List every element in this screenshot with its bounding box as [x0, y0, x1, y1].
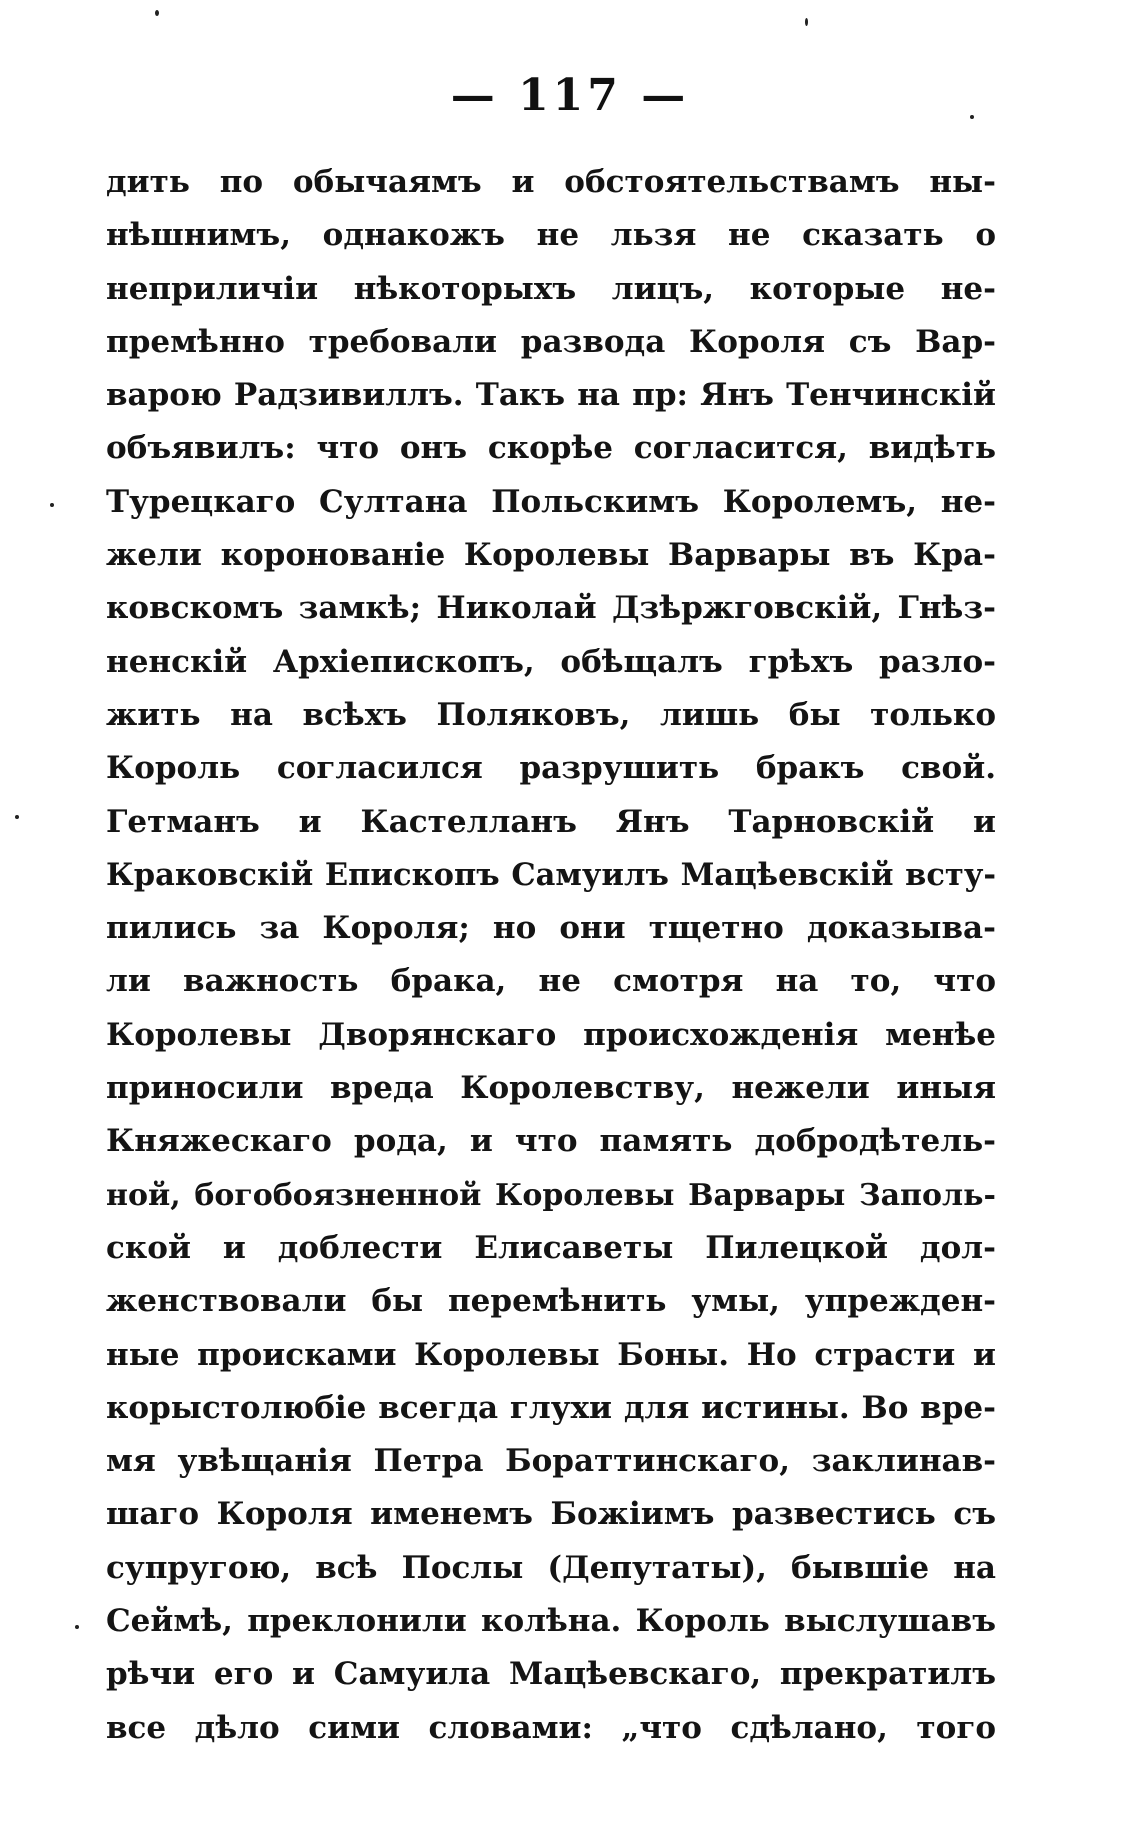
- text-line: объявилъ: что онъ скорѣе согласится, видѣть: [106, 430, 996, 467]
- scan-speck: [155, 10, 159, 16]
- text-line: Сеймѣ, преклонили колѣна. Король выслушавъ: [106, 1603, 996, 1640]
- scan-speck: [75, 1625, 79, 1629]
- scan-speck: [50, 503, 54, 507]
- text-line: нѣшнимъ, однакожъ не льзя не сказать о: [106, 217, 996, 254]
- text-line: ковскомъ замкѣ; Николай Дзѣржговскій, Гнѣз-: [106, 590, 996, 627]
- text-line: Король согласился разрушить бракъ свой.: [106, 750, 996, 787]
- text-line: варою Радзивиллъ. Такъ на пр: Янъ Тенчинскій: [106, 377, 996, 414]
- text-line: ной, богобоязненной Королевы Варвары Заполь-: [106, 1177, 996, 1213]
- text-line: мя увѣщанія Петра Бораттинскаго, заклинав-: [106, 1443, 996, 1480]
- text-line: неприличіи нѣкоторыхъ лицъ, которые не-: [106, 270, 996, 307]
- text-line: жели коронованіе Королевы Варвары въ Кра-: [106, 537, 996, 574]
- text-line: пились за Короля; но они тщетно доказыва-: [106, 910, 996, 947]
- body-text: [106, 156, 996, 1755]
- text-line: ные происками Королевы Боны. Но страсти и: [106, 1336, 996, 1373]
- text-line: супругою, всѣ Послы (Депутаты), бывшіе на: [106, 1549, 996, 1586]
- text-line: шаго Короля именемъ Божіимъ развестись съ: [106, 1496, 996, 1533]
- text-line: дить по обычаямъ и обстоятельствамъ ны-: [106, 164, 996, 200]
- text-line: ненскій Архіепископъ, обѣщалъ грѣхъ разло-: [106, 643, 996, 680]
- text-line: Гетманъ и Кастелланъ Янъ Тарновскій и: [106, 803, 996, 840]
- scan-speck: [970, 115, 974, 119]
- text-line: жить на всѣхъ Поляковъ, лишь бы только: [106, 696, 996, 733]
- text-line: женствовали бы перемѣнить умы, упрежден-: [106, 1283, 996, 1320]
- text-line: премѣнно требовали развода Короля съ Вар-: [106, 323, 996, 360]
- text-line: все дѣло сими словами: „что сдѣлано, того: [106, 1709, 996, 1746]
- page-number: — 117 —: [450, 70, 690, 121]
- scan-speck: [805, 18, 808, 26]
- text-line: Княжескаго рода, и что память добродѣтель-: [106, 1123, 996, 1160]
- text-line: ской и доблести Елисаветы Пилецкой дол-: [106, 1229, 996, 1266]
- text-line: Королевы Дворянскаго происхожденія менѣе: [106, 1016, 996, 1053]
- text-line: приносили вреда Королевству, нежели иныя: [106, 1070, 996, 1107]
- scan-speck: [15, 815, 19, 819]
- text-line: рѣчи его и Самуила Мацѣевскаго, прекратилъ: [106, 1656, 996, 1693]
- text-line: ли важность брака, не смотря на то, что: [106, 963, 996, 1000]
- text-line: Турецкаго Султана Польскимъ Королемъ, не-: [106, 483, 996, 520]
- text-line: Краковскій Епископъ Самуилъ Мацѣевскій всту-: [106, 856, 996, 893]
- text-line: корыстолюбіе всегда глухи для истины. Во вре-: [106, 1389, 996, 1426]
